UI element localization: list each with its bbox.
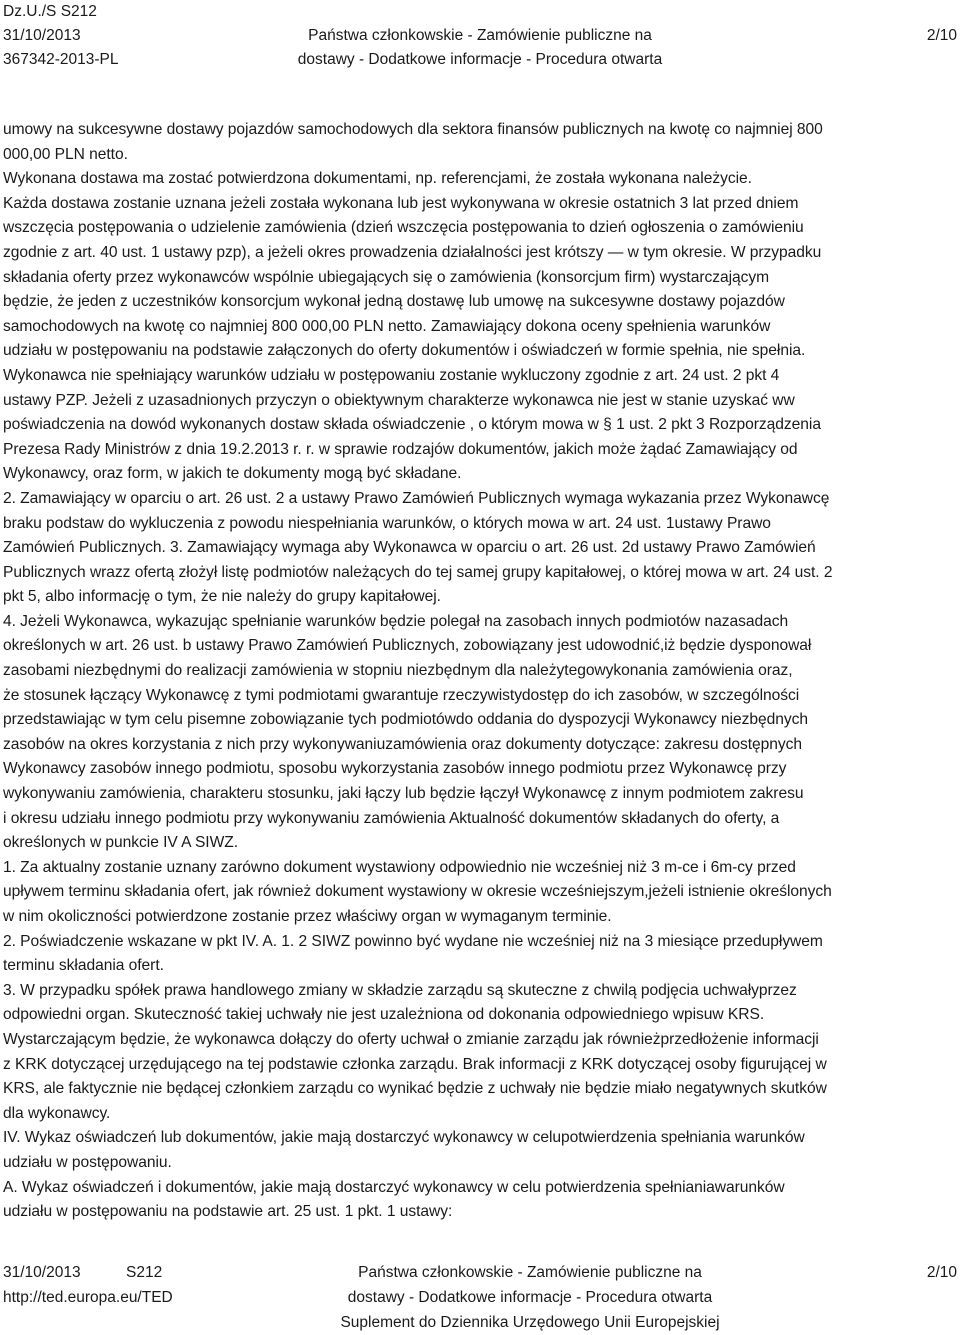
body-text-line: Wykonana dostawa ma zostać potwierdzona dokumentami, np. referencjami, że została wykonana należycie. [3, 170, 752, 188]
body-text-line: zasobów na okres korzystania z nich przy wykonywaniuzamówienia oraz dokumenty dotyczące: zakresu dostępnych [3, 735, 802, 753]
body-text-line: 2. Zamawiający w oparciu o art. 26 ust. 2 a ustawy Prawo Zamówień Publicznych wymaga wykazania przez Wykonawcę [3, 489, 830, 507]
header-page-number: 2/10 [926, 27, 957, 44]
footer-page-number: 2/10 [926, 1264, 957, 1281]
body-text-line: w nim okoliczności potwierdzone zostanie przez właściwy organ w wymaganym terminie. [3, 908, 612, 925]
body-text-line: 4. Jeżeli Wykonawca, wykazując spełnianie warunków będzie polegał na zasobach innych podmiotów nazasadach [3, 612, 789, 630]
footer-title-line-1: Państwa członkowskie - Zamówienie publiczne na [358, 1264, 702, 1281]
body-text-line: 3. W przypadku spółek prawa handlowego zmiany w składzie zarządu są skuteczne z chwilą podjęcia uchwałyprzez [3, 981, 797, 999]
body-text-line: braku podstaw do wykluczenia z powodu niespełniania warunków, o których mowa w art. 24 ust. 1ustawy Prawo [3, 514, 771, 532]
body-text-line: zgodnie z art. 40 ust. 1 ustawy pzp), a jeżeli okres prowadzenia działalności jest krótszy — w tym okresie. W przypadku [3, 243, 822, 261]
body-text-line: będzie, że jeden z uczestników konsorcjum wykonał jedną dostawę lub umowę na sukcesywne dostawy pojazdów [3, 293, 785, 311]
body-text-line: pkt 5, albo informację o tym, że nie należy do grupy kapitałowej. [3, 588, 441, 606]
body-text-line: Prezesa Rady Ministrów z dnia 19.2.2013 r. r. w sprawie rodzajów dokumentów, jakich może żądać Zamawiający od [3, 440, 798, 458]
body-text-line: samochodowych na kwotę co najmniej 800 000,00 PLN netto. Zamawiający dokona oceny spełnienia warunków [3, 317, 771, 335]
body-text-line: A. Wykaz oświadczeń i dokumentów, jakie mają dostarczyć wykonawcy w celu potwierdzenia spełnianiawarunków [3, 1178, 785, 1196]
body-text-line: 000,00 PLN netto. [3, 145, 128, 163]
body-text-line: KRS, ale faktycznie nie będącej członkiem zarządu co wynikać będzie z uchwały nie będzie miało negatywnych skutków [3, 1080, 827, 1098]
body-text-line: udziału w postępowaniu. [3, 1153, 172, 1171]
body-text-line: terminu składania ofert. [3, 957, 164, 975]
body-text-line: upływem terminu składania ofert, jak również dokument wystawiony w okresie wcześniejszym,jeżeli istnienie określonych [3, 883, 832, 901]
body-text-line: określonych w punkcie IV A SIWZ. [3, 834, 239, 852]
header-center [0, 24, 960, 72]
body-text-line: dla wykonawcy. [3, 1104, 111, 1122]
footer-series: S212 [126, 1264, 163, 1281]
header-notice-id: 367342-2013-PL [3, 51, 119, 68]
document-body [3, 118, 955, 1225]
body-text-line: składania oferty przez wykonawców wspólnie ubiegających się o zamówienia (konsorcjum firm) wystarczającym [3, 268, 770, 286]
body-text-line: że stosunek łączący Wykonawcę z tymi podmiotami gwarantuje rzeczywistydostęp do ich zasobów, w szczególności [3, 686, 800, 704]
body-text-line: Wykonawcy zasobów innego podmiotu, sposobu wykorzystania zasobów innego podmiotu przez Wykonawcę przy [3, 760, 787, 778]
footer-date: 31/10/2013 [3, 1264, 81, 1281]
header-title-line-1: Państwa członkowskie - Zamówienie publiczne na [308, 27, 652, 44]
footer-url-link[interactable]: http://ted.europa.eu/TED [3, 1289, 173, 1306]
body-text-line: Publicznych wrazz ofertą złożył listę podmiotów należących do tej samej grupy kapitałowej, o której mowa w art. 24 ust. 2 [3, 563, 833, 581]
body-text-line: Wykonawca nie spełniający warunków udziału w postępowaniu zostanie wykluczony zgodnie z art. 24 ust. 2 pkt 4 [3, 366, 780, 384]
page-header [0, 0, 960, 75]
body-text-line: odpowiedni organ. Skuteczność takiej uchwały nie jest uzależniona od dokonania odpowiedniego wpisuw KRS. [3, 1006, 765, 1024]
body-text-line: Wystarczającym będzie, że wykonawca dołączy do oferty uchwał o zmianie zarządu jak równieżprzedłożenie informacji [3, 1030, 819, 1048]
body-text-line: poświadczenia na dowód wykonanych dostaw składa oświadczenie , o którym mowa w § 1 ust. 2 pkt 3 Rozporządzenia [3, 416, 821, 434]
body-text-line: z KRK dotyczącej urzędującego na tej podstawie członka zarządu. Brak informacji z KRK dotyczącej osoby figurującej w [3, 1055, 827, 1073]
body-text-line: określonych w art. 26 ust. b ustawy Prawo Zamówień Publicznych, zobowiązany jest udowodnić,iż będzie dysponował [3, 637, 812, 655]
header-date: 31/10/2013 [3, 27, 81, 44]
body-text-line: umowy na sukcesywne dostawy pojazdów samochodowych dla sektora finansów publicznych na kwotę co najmniej 800 [3, 121, 823, 138]
body-text-line: i okresu udziału innego podmiotu przy wykonywaniu zamówienia Aktualność dokumentów składanych do oferty, a [3, 809, 780, 827]
body-text-line: udziału w postępowaniu na podstawie art. 25 ust. 1 pkt. 1 ustawy: [3, 1203, 453, 1221]
body-text-line: 1. Za aktualny zostanie uznany zarówno dokument wystawiony odpowiednio nie wcześniej niż 3 m-ce i 6m-cy przed [3, 858, 796, 876]
header-oj-ref: Dz.U./S S212 [3, 3, 97, 20]
body-text-line: udziału w postępowaniu na podstawie załączonych do oferty dokumentów i oświadczeń w formie spełnia, nie spełnia. [3, 342, 806, 360]
body-text-line: Zamówień Publicznych. 3. Zamawiający wymaga aby Wykonawca w oparciu o art. 26 ust. 2d ustawy Prawo Zamówień [3, 539, 816, 557]
body-text-line: Wykonawcy, oraz form, w jakich te dokumenty mogą być składane. [3, 465, 462, 483]
body-text-line: przedstawiając w tym celu pisemne zobowiązanie tych podmiotówdo oddania do dyspozycji Wykonawcy niezbędnych [3, 711, 808, 729]
body-text-line: IV. Wykaz oświadczeń lub dokumentów, jakie mają dostarczyć wykonawcy w celupotwierdzenia spełniania warunków [3, 1129, 805, 1147]
body-text-line: ustawy PZP. Jeżeli z uzasadnionych przyczyn o obiektywnym charakterze wykonawca nie jest w stanie uzyskać ww [3, 391, 795, 409]
body-text-line: wykonywaniu zamówienia, charakteru stosunku, jaki łączy lub będzie łączył Wykonawcę z innym podmiotem zakresu [3, 785, 804, 803]
body-text-line: wszczęcia postępowania o udzielenie zamówienia (dzień wszczęcia postępowania to dzień ogłoszenia o zamówieniu [3, 219, 804, 237]
body-text-line: Każda dostawa zostanie uznana jeżeli została wykonana lub jest wykonywana w okresie ostatnich 3 lat przed dniem [3, 194, 799, 212]
footer-title-line-3: Suplement do Dziennika Urzędowego Unii Europejskiej [340, 1314, 720, 1331]
header-title-line-2: dostawy - Dodatkowe informacje - Procedura otwarta [297, 51, 663, 68]
footer-title-line-2: dostawy - Dodatkowe informacje - Procedura otwarta [347, 1289, 713, 1306]
body-text-line: zasobami niezbędnymi do realizacji zamówienia w stopniu niezbędnym dla należytegowykonania zamówienia oraz, [3, 662, 793, 680]
body-text-line: 2. Poświadczenie wskazane w pkt IV. A. 1. 2 SIWZ powinno być wydane nie wcześniej niż na 3 miesiące przedupływem [3, 932, 823, 950]
